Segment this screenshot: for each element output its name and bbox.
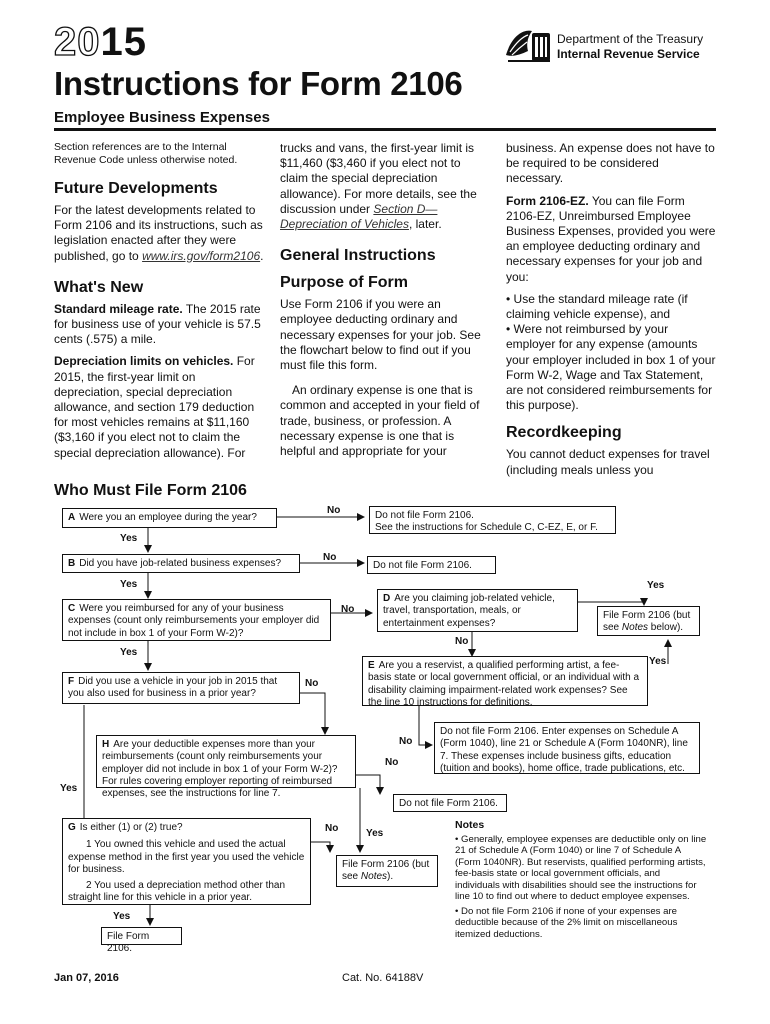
c-yes-label: Yes (120, 647, 138, 658)
d-no-label: No (455, 636, 469, 647)
g-yes-label: Yes (113, 911, 131, 922)
purpose-paragraph: Use Form 2106 if you were an employee deducting ordinary and necessary expenses for your job. See the flowchart below to find out if you must file this form. (280, 297, 481, 373)
form-year: 2015 (54, 20, 147, 64)
footer-cat-number: Cat. No. 64188V (342, 972, 424, 984)
notes-title: Notes (455, 819, 485, 831)
d-yes-label: Yes (647, 580, 665, 591)
question-e-box: E Are you a reservist, a qualified performing artist, a fee-basis state or local government official, or an individual with a disability claiming impairment-related work expenses? See the line 10 instructions for definitions. (362, 656, 648, 706)
future-paragraph: For the latest developments related to Form 2106 and its instructions, such as legislation enacted after they were published, go to www.irs.gov/form2106. (54, 203, 264, 263)
g-condition-2: 2 You used a depreciation method other than straight line for this vehicle in a prior year. (68, 880, 286, 904)
flowchart-notes (455, 820, 707, 940)
h-no-result-box: Do not file Form 2106. (393, 794, 507, 812)
e-yes-label: Yes (649, 656, 667, 667)
bullet-2: • Were not reimbursed by your employer for any expense (amounts your employer included in box 1 of your Form W-2, Wage and Tax Statement, are not considered reimbursements for this purpose). (506, 322, 716, 413)
question-a-box: A Were you an employee during the year? (62, 508, 277, 528)
page-subtitle: Employee Business Expenses (54, 109, 270, 126)
b-yes-label: Yes (120, 579, 138, 590)
recordkeeping-paragraph: You cannot deduct expenses for travel (including meals unless you (506, 447, 710, 477)
e-no-result-box: Do not file Form 2106. Enter expenses on Schedule A (Form 1040), line 21 or Schedule A (Form 1040NR), line 7. These expenses include business gifts, education (tuition and books), home office, trade publications, etc. (434, 722, 700, 774)
heading-future-developments: Future Developments (54, 180, 218, 197)
h-yes-label: Yes (366, 828, 384, 839)
a-yes-label: Yes (120, 533, 138, 544)
section-d-link[interactable]: Section D—Depreciation of Vehicles (280, 201, 438, 232)
g-condition-1: 1 You owned this vehicle and used the actual expense method in the first year you used the vehicle for business. (68, 839, 305, 875)
note-1: • Generally, employee expenses are deductible only on line 21 of Schedule A (Form 1040) or line 7 of Schedule A (Form 1040NR). But reservists, qualified performing artists, fee-basis state or local government officials, and individuals with disabilities should see the instructions for line 10 to find out where to deduct employee expenses. (455, 833, 707, 902)
business-paragraph: business. An expense does not have to be required to be considered necessary. (506, 141, 715, 186)
flowchart-title: Who Must File Form 2106 (54, 482, 247, 499)
footer-date: Jan 07, 2016 (54, 972, 119, 984)
depreciation-paragraph: Depreciation limits on vehicles. For 2015, the first-year limit on depreciation, special depreciation allowance, and section 179 deduction for most vehicles remains at $11,160 ($3,160 if you elect not to claim the special depreciation allowance). For (54, 354, 255, 460)
b-no-label: No (323, 552, 337, 563)
note-2: • Do not file Form 2106 if none of your expenses are deductible because of the 2% limit on miscellaneous itemized deductions. (455, 905, 678, 940)
f-yes-label: Yes (60, 783, 78, 794)
c-no-label: No (341, 604, 355, 615)
bullet-1: • Use the standard mileage rate (if claiming vehicle expense), and (506, 291, 688, 322)
g-yes-result-box: File Form 2106. (101, 927, 182, 945)
intro-text: Section references are to the Internal Revenue Code unless otherwise noted. (54, 141, 238, 166)
question-b-box: B Did you have job-related business expenses? (62, 554, 300, 573)
page-title: Instructions for Form 2106 (54, 65, 463, 102)
heading-recordkeeping: Recordkeeping (506, 424, 622, 442)
b-no-result-box: Do not file Form 2106. (367, 556, 496, 574)
heading-whats-new: What's New (54, 278, 144, 296)
vehicle-limit-paragraph: trucks and vans, the first-year limit is $11,460 ($3,460 if you elect not to claim the special depreciation allowance). For more details, see the discussion under Section D—Depreciation of Vehicles, later. (280, 141, 477, 232)
mileage-paragraph: Standard mileage rate. The 2015 rate for business use of your vehicle is 57.5 cents (.575) a mile. (54, 301, 261, 347)
heading-purpose-of-form: Purpose of Form (280, 274, 409, 292)
question-g-box: G Is either (1) or (2) true? 1 You owned this vehicle and used the actual expense method in the first year you used the vehicle for business. 2 You used a depreciation method other than straight line for this vehicle in a prior year. (62, 818, 311, 905)
d-yes-result-box: File Form 2106 (but see Notes below). (597, 606, 700, 636)
ordinary-paragraph: An ordinary expense is one that is common and accepted in your field of trade, business, or profession. A necessary expense is one that is helpful and appropriate for your (280, 383, 480, 459)
question-f-box: F Did you use a vehicle in your job in 2015 that you also used for business in a prior year? (62, 672, 300, 704)
question-h-box: H Are your deductible expenses more than your reimbursements (count only reimbursements your employer did not include in box 1 of your Form W-2)? For rules covering employer reporting of reimbursed expenses, see the instructions for line 7. (96, 735, 356, 788)
g-no-result-box: File Form 2106 (but see Notes). (336, 855, 438, 887)
irs-form2106-link[interactable]: www.irs.gov/form2106 (142, 248, 261, 263)
question-d-box: D Are you claiming job-related vehicle, travel, transportation, meals, or entertainment expenses? (377, 589, 578, 632)
h-no-label: No (385, 757, 399, 768)
a-no-label: No (327, 505, 341, 516)
department-name: Department of the Treasury Internal Revenue Service (557, 32, 704, 61)
g-no-label: No (325, 823, 339, 834)
e-no-label: No (399, 736, 413, 747)
a-no-result-box: Do not file Form 2106. See the instructions for Schedule C, C-EZ, E, or F. (369, 506, 616, 534)
heading-general-instructions: General Instructions (280, 247, 436, 265)
question-c-box: C Were you reimbursed for any of your business expenses (count only reimbursements your employer did not include in box 1 of your Form W-2)? (62, 599, 331, 641)
f-no-label: No (305, 678, 319, 689)
form-2106ez-paragraph: Form 2106-EZ. You can file Form 2106-EZ, Unreimbursed Employee Business Expenses, provided you were an employee deducting ordinary and necessary expenses for your job and you: (506, 193, 716, 284)
